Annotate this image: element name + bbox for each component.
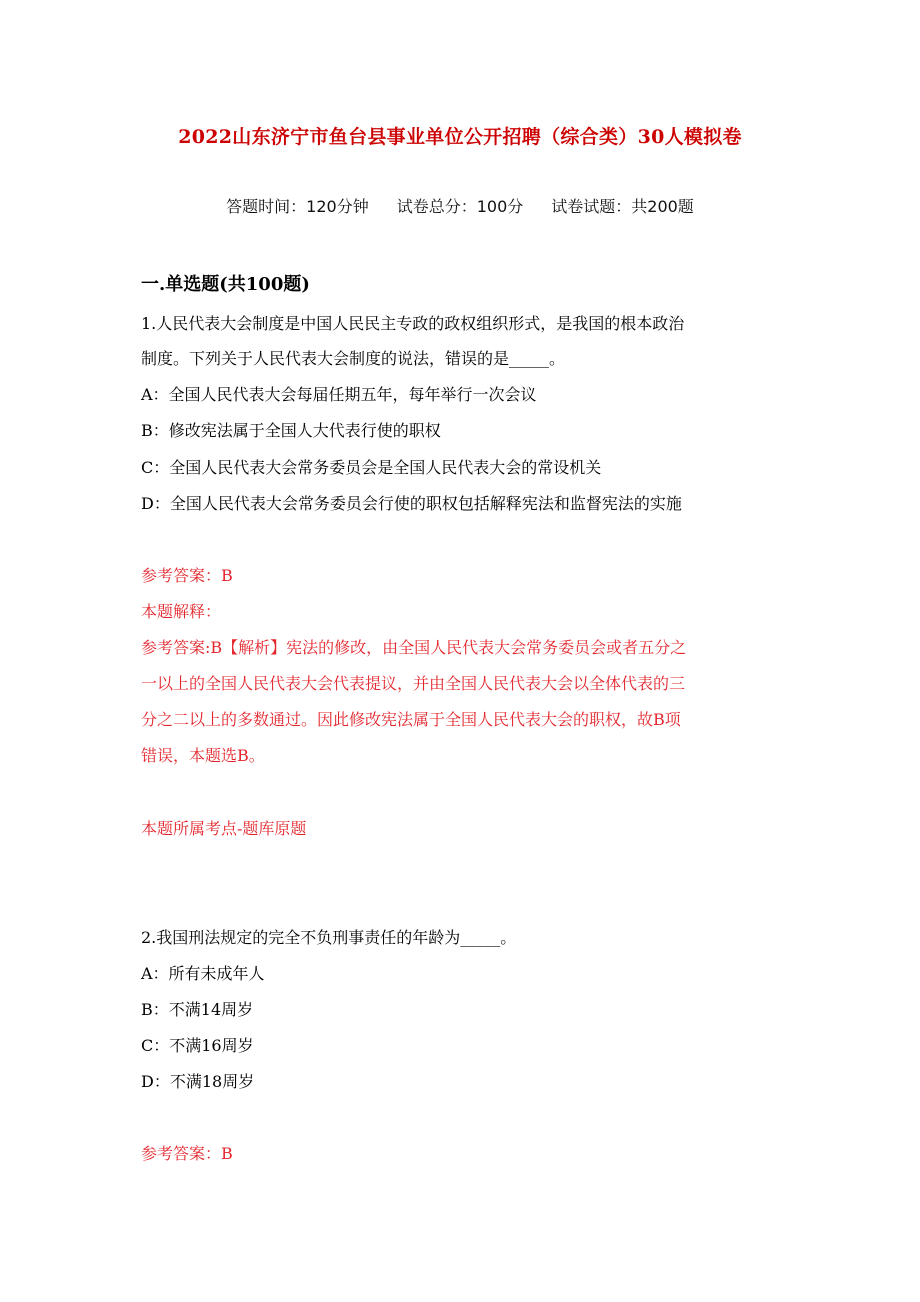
section-heading: 一.单选题(共100题) xyxy=(141,274,310,295)
q1-explanation-label: 本题解释： xyxy=(141,602,222,621)
exam-meta xyxy=(0,194,920,217)
exam-total-score: 试卷总分：100分 xyxy=(396,197,524,216)
q1-option-b: B：修改宪法属于全国人大代表行使的职权 xyxy=(141,421,441,440)
q1-stem-line1: 1.人民代表大会制度是中国人民民主专政的政权组织形式，是我国的根本政治 xyxy=(141,314,685,333)
document-title: 2022山东济宁市鱼台县事业单位公开招聘（综合类）30人模拟卷 xyxy=(178,126,742,148)
q2-option-c: C：不满16周岁 xyxy=(141,1036,254,1055)
q2-option-b: B：不满14周岁 xyxy=(141,1000,254,1019)
q1-explanation-line3: 分之二以上的多数通过。因此修改宪法属于全国人民代表大会的职权，故B项 xyxy=(141,710,681,729)
exam-question-count: 试卷试题：共200题 xyxy=(551,197,694,216)
q1-stem-line2: 制度。下列关于人民代表大会制度的说法，错误的是_____。 xyxy=(141,349,566,368)
q2-option-d: D：不满18周岁 xyxy=(141,1072,255,1091)
q2-answer: 参考答案：B xyxy=(141,1144,233,1163)
q1-option-d: D：全国人民代表大会常务委员会行使的职权包括解释宪法和监督宪法的实施 xyxy=(141,494,682,513)
q2-option-a: A：所有未成年人 xyxy=(141,964,265,983)
q1-explanation-line4: 错误，本题选B。 xyxy=(141,746,265,765)
q2-stem: 2.我国刑法规定的完全不负刑事责任的年龄为_____。 xyxy=(141,928,517,947)
q1-source: 本题所属考点-题库原题 xyxy=(141,819,307,838)
q1-explanation-line2: 一以上的全国人民代表大会代表提议，并由全国人民代表大会以全体代表的三 xyxy=(141,674,686,693)
q1-option-a: A：全国人民代表大会每届任期五年，每年举行一次会议 xyxy=(141,385,537,404)
exam-time: 答题时间：120分钟 xyxy=(226,197,369,216)
q1-explanation-line1: 参考答案:B【解析】宪法的修改，由全国人民代表大会常务委员会或者五分之 xyxy=(141,638,687,657)
q1-answer: 参考答案：B xyxy=(141,566,233,585)
q1-option-c: C：全国人民代表大会常务委员会是全国人民代表大会的常设机关 xyxy=(141,458,602,477)
